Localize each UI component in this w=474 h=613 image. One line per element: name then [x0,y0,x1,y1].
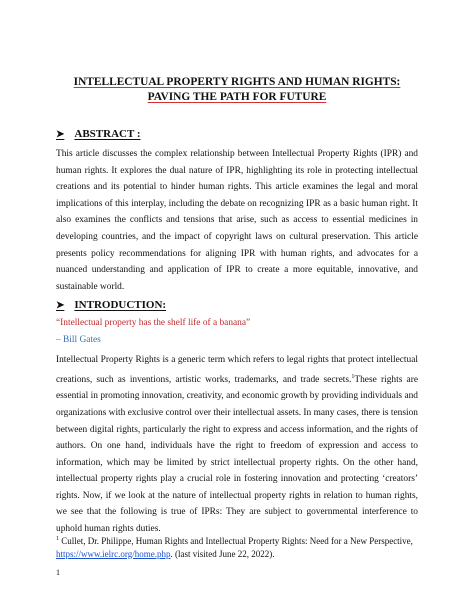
introduction-paragraph [56,352,418,538]
abstract-heading [56,128,141,140]
page-number: 1 [56,568,60,577]
introduction-heading [56,299,166,311]
footnote [56,533,418,560]
arrow-right-icon: ➤ [56,128,65,140]
footnote-suffix: . (last visited June 22, 2022). [170,548,275,559]
intro-text-part-2: These rights are essential in promoting innovation, creativity, and economic growth by providing individuals and organizations with exclusive control over their intellectual assets. In many cases, there is tension between digital rights, particularly the right to express and access information, and the rights of authors. On one hand, individuals have the right to freedom of expression and access to information, which may be limited by strict intellectual property rights. On the other hand, intellectual property rights play a crucial role in fostering innovation and protecting ‘creators’ rights. Now, if we look at the nature of intellectual property rights in relation to human rights, we see that the following is true of IPRs: They are subject to governmental interference to uphold human rights duties. [56,374,419,535]
abstract-paragraph: This article discusses the complex relationship between Intellectual Property Rights (IPR) and human rights. It explores the dual nature of IPR, highlighting its role in protecting intellectual creations and its potential to hinder human rights. This article examines the legal and moral implications of this interplay, including the debate on recognizing IPR as a basic human right. It also examines the conflicts and tensions that arise, such as access to essential medicines in developing countries, and the impact of copyright laws on cultural preservation. This article presents policy recommendations for aligning IPR with human rights, and advocates for a nuanced understanding and application of IPR to create a more equitable, innovative, and sustainable world. [56,149,418,292]
quote-text: “Intellectual property has the shelf life of a banana” [56,318,251,328]
footnote-reference[interactable]: 1 [351,373,355,380]
footnote-text: Cullet, Dr. Philippe, Human Rights and Intellectual Property Rights: Need for a New Perspective, [61,536,413,546]
introduction-heading-text: INTRODUCTION: [74,299,167,311]
intro-text-part-1: Intellectual Property Rights is a generic term which refers to legal rights that protect intellectual creations, such as inventions, artistic works, trademarks, and trade secrets. [56,355,418,385]
footnote-marker: 1 [56,536,59,542]
document-title: INTELLECTUAL PROPERTY RIGHTS AND HUMAN RIGHTS: PAVING THE PATH FOR FUTURE [73,76,401,103]
footnote-link[interactable]: https://www.ielrc.org/home.php [56,548,171,559]
quote-author: – Bill Gates [56,335,101,345]
abstract-heading-text: ABSTRACT : [74,128,141,140]
arrow-right-icon: ➤ [56,299,65,311]
